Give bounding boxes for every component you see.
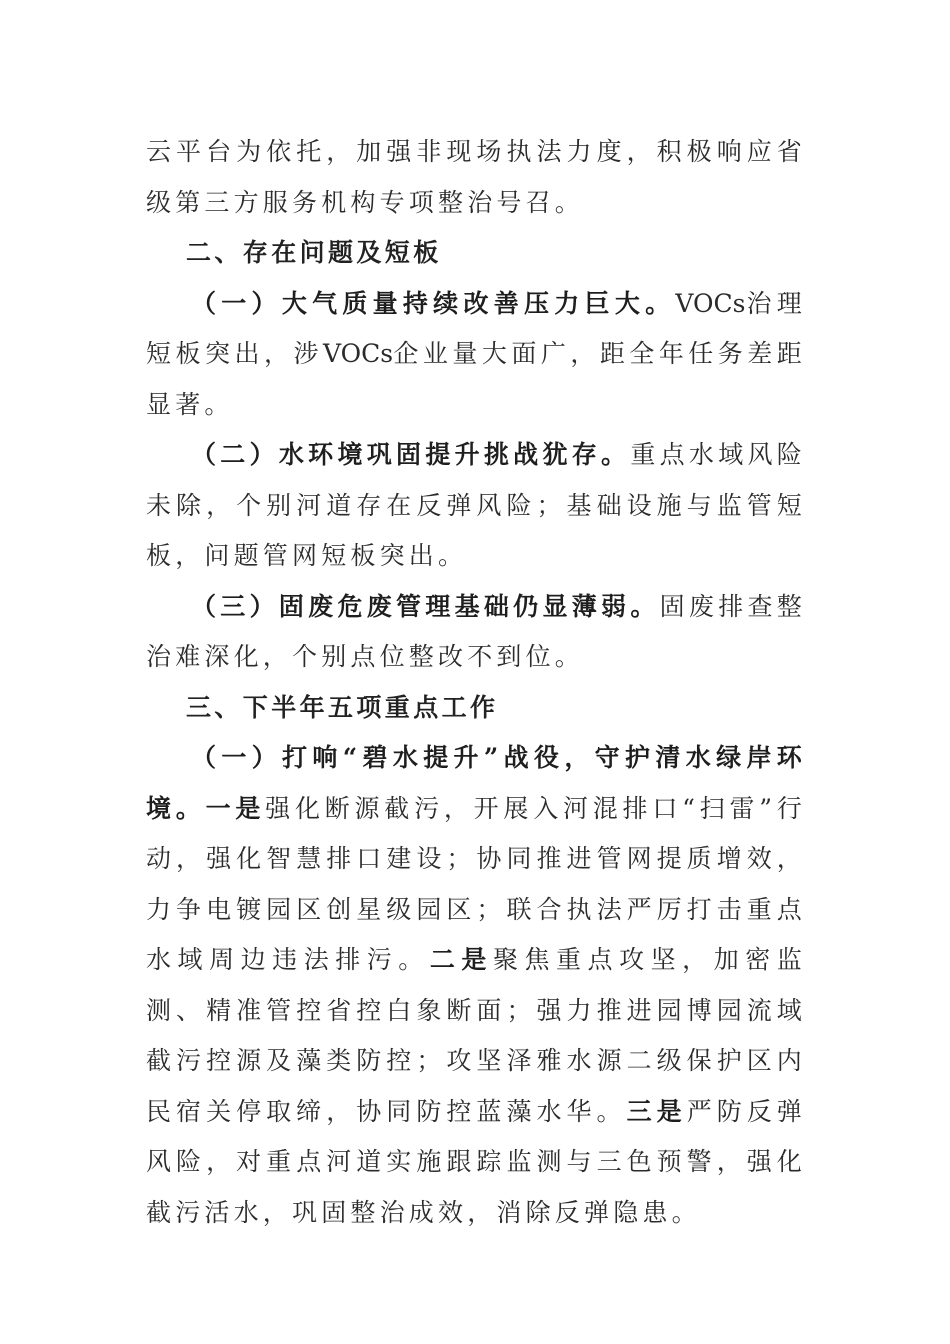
paragraph-text: 治理短板突出，涉 [146,288,806,368]
paragraph-water-environment [146,430,806,582]
subheading-water-campaign: （一）打响“碧水提升”战役，守护清水绿岸环境。 [146,743,806,823]
paragraph-text: 重点水域风险未除，个别河道存在反弹风险；基础设施与监管短板，问题管网短板突出。 [146,440,806,570]
paragraph-water-campaign [146,733,806,1238]
paragraph-solid-waste [146,582,806,683]
term-vocs: VOCs [675,288,746,318]
paragraph-air-quality [146,279,806,431]
paragraph-text: 强化断源截污，开展入河混排口“扫雷”行动，强化智慧排口建设；协同推进管网提质增效，力争电镀园区创星级园区；联合执法严厉打击重点水域周边违法排污。 [146,793,807,974]
paragraph-continuation: 云平台为依托，加强非现场执法力度，积极响应省级第三方服务机构专项整治号召。 [146,137,806,217]
item-marker-three: 三是 [626,1096,687,1126]
term-vocs: VOCs [322,339,394,368]
paragraph-text: 企业量大面广，距全年任务差距显著。 [146,339,806,419]
item-marker-two: 二是 [429,945,493,974]
paragraph-text: 聚焦重点攻坚，加密监测、精准管控省控白象断面；强力推进园博园流域截污控源及藻类防控；攻坚泽雅水源二级保护区内民宿关停取缔，协同防控蓝藻水华。 [146,945,806,1126]
subheading-water-environment: （二）水环境巩固提升挑战犹存。 [191,440,631,469]
item-marker-one: 一是 [205,793,266,823]
subheading-solid-waste: （三）固废危废管理基础仍显薄弱。 [191,591,660,621]
paragraph-text: 固废排查整治难深化，个别点位整改不到位。 [146,591,806,671]
document-body [146,127,806,1238]
paragraph-text: 严防反弹风险，对重点河道实施跟踪监测与三色预警，强化截污活水，巩固整治成效，消除反弹隐患。 [146,1096,806,1227]
subheading-air-quality: （一）大气质量持续改善压力巨大。 [191,288,676,318]
section-heading-problems: 二、存在问题及短板 [186,238,442,267]
section-heading-key-work: 三、下半年五项重点工作 [186,692,499,722]
